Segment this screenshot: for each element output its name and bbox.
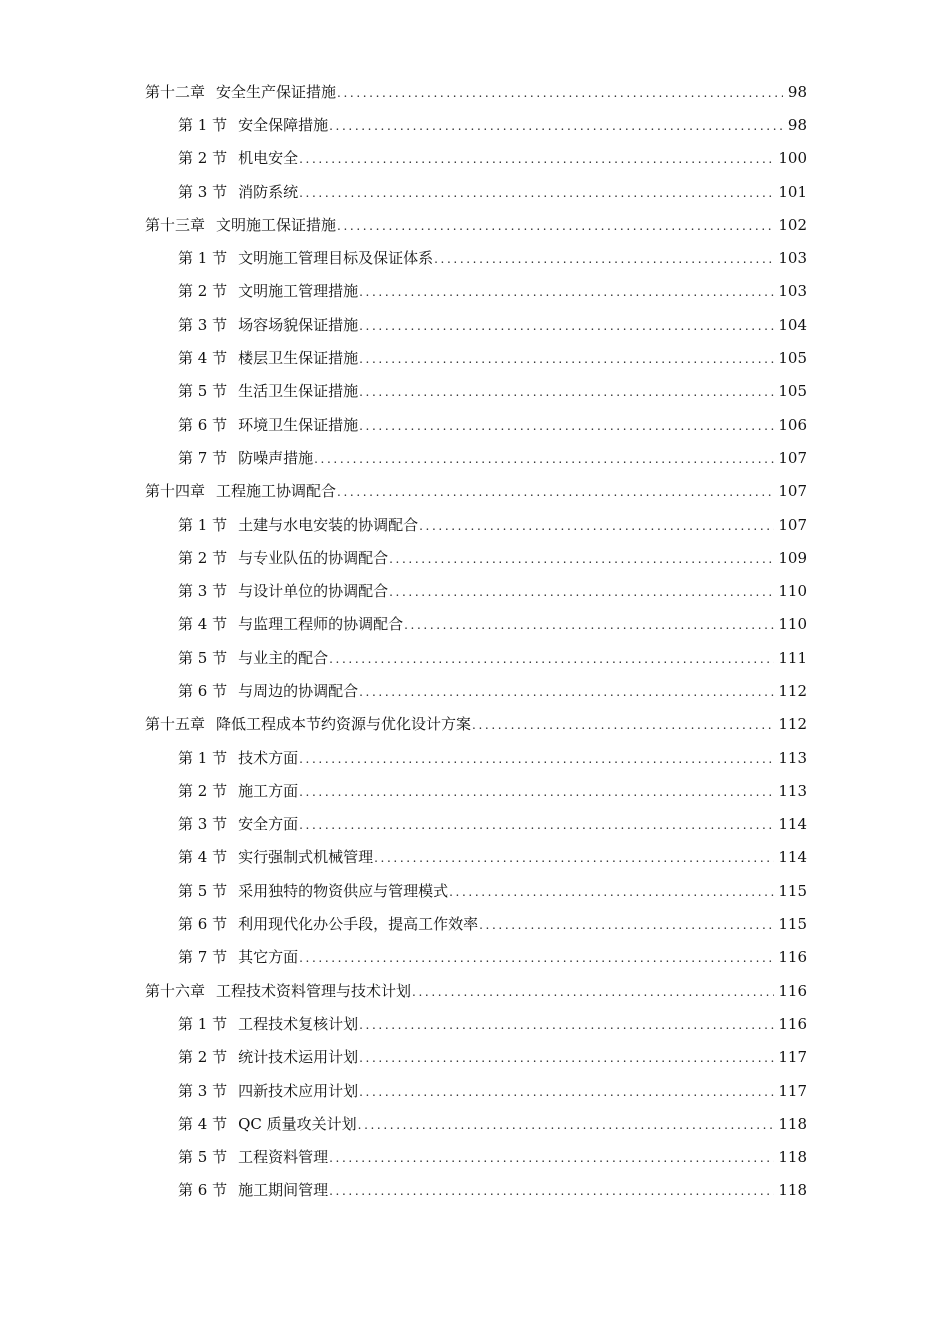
toc-entry-label <box>145 981 411 1001</box>
toc-entry-title: 生活卫生保证措施 <box>238 382 359 401</box>
toc-entry-number: 第 7 节 <box>178 448 228 467</box>
dot-leader <box>337 215 774 235</box>
toc-entry-number: 第十三章 <box>145 215 206 234</box>
toc-page-number: 102 <box>778 215 807 234</box>
toc-chapter-entry[interactable] <box>0 708 950 741</box>
toc-entry-title: 土建与水电安装的协调配合 <box>238 515 419 534</box>
toc-section-entry[interactable] <box>0 874 950 907</box>
toc-entry-number: 第 1 节 <box>178 115 228 134</box>
toc-entry-label <box>178 1014 358 1034</box>
toc-section-entry[interactable] <box>0 142 950 175</box>
toc-entry-label <box>178 1180 328 1200</box>
toc-page-number: 107 <box>778 448 807 467</box>
dot-leader <box>358 1114 775 1134</box>
toc-entry-label <box>145 714 471 734</box>
toc-entry-title: 与专业队伍的协调配合 <box>238 548 389 567</box>
toc-page-number: 100 <box>778 149 807 168</box>
toc-page-number: 115 <box>778 881 807 900</box>
toc-entry-label <box>178 648 328 668</box>
toc-entry-title: 统计技术运用计划 <box>238 1048 359 1067</box>
toc-entry-title: 楼层卫生保证措施 <box>238 349 359 368</box>
toc-entry-title: 与监理工程师的协调配合 <box>238 615 404 634</box>
toc-entry-title: 机电安全 <box>238 149 299 168</box>
toc-page-number: 98 <box>787 115 807 134</box>
dot-leader <box>404 614 774 634</box>
toc-section-entry[interactable] <box>0 241 950 274</box>
toc-entry-title: 文明施工保证措施 <box>216 215 337 234</box>
toc-entry-label <box>178 1047 358 1067</box>
toc-page-number: 101 <box>778 182 807 201</box>
toc-entry-label <box>178 681 358 701</box>
toc-entry-label <box>178 847 373 867</box>
toc-entry-title: 施工期间管理 <box>238 1181 329 1200</box>
toc-entry-number: 第 6 节 <box>178 1181 228 1200</box>
toc-entry-number: 第 4 节 <box>178 349 228 368</box>
toc-section-entry[interactable] <box>0 508 950 541</box>
toc-page-number: 110 <box>778 615 807 634</box>
toc-section-entry[interactable] <box>0 1074 950 1107</box>
toc-page-number: 107 <box>778 482 807 501</box>
toc-section-entry[interactable] <box>0 541 950 574</box>
toc-entry-number: 第 1 节 <box>178 515 228 534</box>
toc-entry-number: 第 5 节 <box>178 881 228 900</box>
dot-leader <box>479 914 774 934</box>
dot-leader <box>337 481 774 501</box>
dot-leader <box>359 315 774 335</box>
dot-leader <box>359 415 774 435</box>
toc-entry-title: 与周边的协调配合 <box>238 681 359 700</box>
toc-page-number: 103 <box>778 282 807 301</box>
toc-entry-number: 第 2 节 <box>178 1048 228 1067</box>
toc-entry-title: 防噪声措施 <box>238 448 314 467</box>
toc-entry-number: 第 5 节 <box>178 382 228 401</box>
toc-section-entry[interactable] <box>0 375 950 408</box>
toc-entry-title: 采用独特的物资供应与管理模式 <box>238 881 449 900</box>
toc-entry-number: 第 6 节 <box>178 681 228 700</box>
toc-page-number: 105 <box>778 349 807 368</box>
toc-section-entry[interactable] <box>0 175 950 208</box>
toc-entry-label <box>178 614 403 634</box>
toc-section-entry[interactable] <box>0 1041 950 1074</box>
toc-entry-number: 第 2 节 <box>178 781 228 800</box>
toc-section-entry[interactable] <box>0 808 950 841</box>
toc-page-number: 115 <box>778 915 807 934</box>
toc-entry-title: 技术方面 <box>238 748 299 767</box>
toc-entry-title: 消防系统 <box>238 182 299 201</box>
toc-entry-number: 第 7 节 <box>178 948 228 967</box>
toc-entry-title: 安全生产保证措施 <box>216 82 337 101</box>
toc-entry-title: 施工方面 <box>238 781 299 800</box>
toc-page-number: 118 <box>778 1114 807 1133</box>
toc-entry-number: 第 4 节 <box>178 1114 228 1133</box>
dot-leader <box>389 581 774 601</box>
toc-entry-title: 实行强制式机械管理 <box>238 848 374 867</box>
toc-section-entry[interactable] <box>0 441 950 474</box>
toc-section-entry[interactable] <box>0 1174 950 1207</box>
toc-entry-title: QC 质量攻关计划 <box>238 1114 357 1133</box>
toc-entry-number: 第 2 节 <box>178 548 228 567</box>
toc-entry-title: 工程技术资料管理与技术计划 <box>216 981 412 1000</box>
toc-section-entry[interactable] <box>0 674 950 707</box>
toc-section-entry[interactable] <box>0 408 950 441</box>
toc-entry-number: 第 6 节 <box>178 415 228 434</box>
toc-section-entry[interactable] <box>0 574 950 607</box>
toc-page-number: 105 <box>778 382 807 401</box>
toc-page-number: 111 <box>778 648 807 667</box>
dot-leader <box>329 1147 774 1167</box>
dot-leader <box>389 548 774 568</box>
dot-leader <box>359 1047 774 1067</box>
toc-page-number: 112 <box>778 681 807 700</box>
toc-entry-number: 第 1 节 <box>178 1014 228 1033</box>
toc-entry-label <box>178 248 433 268</box>
toc-page-number: 110 <box>778 582 807 601</box>
dot-leader <box>299 182 774 202</box>
toc-entry-title: 工程技术复核计划 <box>238 1014 359 1033</box>
toc-entry-title: 工程施工协调配合 <box>216 482 337 501</box>
toc-entry-label <box>178 1147 328 1167</box>
toc-entry-number: 第 6 节 <box>178 915 228 934</box>
dot-leader <box>299 781 774 801</box>
toc-section-entry[interactable] <box>0 341 950 374</box>
toc-entry-number: 第 3 节 <box>178 815 228 834</box>
dot-leader <box>299 947 774 967</box>
toc-entry-label <box>178 748 298 768</box>
toc-page-number: 107 <box>778 515 807 534</box>
toc-entry-number: 第 3 节 <box>178 182 228 201</box>
toc-section-entry[interactable] <box>0 1141 950 1174</box>
toc-entry-title: 工程资料管理 <box>238 1148 329 1167</box>
toc-entry-title: 降低工程成本节约资源与优化设计方案 <box>216 715 472 734</box>
toc-chapter-entry[interactable] <box>0 974 950 1007</box>
dot-leader <box>374 847 774 867</box>
dot-leader <box>314 448 774 468</box>
toc-entry-label <box>178 448 313 468</box>
toc-section-entry[interactable] <box>0 608 950 641</box>
toc-entry-label <box>178 781 298 801</box>
toc-entry-title: 环境卫生保证措施 <box>238 415 359 434</box>
dot-leader <box>359 1014 774 1034</box>
toc-page-number: 117 <box>778 1081 807 1100</box>
toc-entry-title: 四新技术应用计划 <box>238 1081 359 1100</box>
toc-page-number: 116 <box>778 948 807 967</box>
toc-entry-number: 第 2 节 <box>178 282 228 301</box>
toc-entry-label <box>178 814 298 834</box>
toc-entry-title: 安全方面 <box>238 815 299 834</box>
dot-leader <box>359 381 774 401</box>
toc-entry-number: 第 4 节 <box>178 615 228 634</box>
toc-section-entry[interactable] <box>0 841 950 874</box>
toc-entry-label <box>178 947 298 967</box>
toc-section-entry[interactable] <box>0 308 950 341</box>
toc-entry-label <box>178 1114 357 1134</box>
toc-page-number: 106 <box>778 415 807 434</box>
toc-entry-title: 文明施工管理目标及保证体系 <box>238 249 434 268</box>
toc-entry-number: 第 1 节 <box>178 249 228 268</box>
dot-leader <box>449 881 774 901</box>
table-of-contents <box>0 75 950 1207</box>
toc-entry-number: 第 5 节 <box>178 648 228 667</box>
dot-leader <box>299 814 774 834</box>
dot-leader <box>359 281 774 301</box>
toc-entry-label <box>178 581 388 601</box>
toc-section-entry[interactable] <box>0 941 950 974</box>
toc-entry-title: 文明施工管理措施 <box>238 282 359 301</box>
toc-entry-number: 第 5 节 <box>178 1148 228 1167</box>
toc-page-number: 118 <box>778 1181 807 1200</box>
toc-entry-label <box>178 148 298 168</box>
toc-section-entry[interactable] <box>0 907 950 940</box>
toc-chapter-entry[interactable] <box>0 475 950 508</box>
toc-section-entry[interactable] <box>0 1107 950 1140</box>
toc-page-number: 116 <box>778 1014 807 1033</box>
toc-section-entry[interactable] <box>0 741 950 774</box>
toc-section-entry[interactable] <box>0 275 950 308</box>
toc-page-number: 117 <box>778 1048 807 1067</box>
toc-entry-label <box>178 348 358 368</box>
toc-entry-number: 第十六章 <box>145 981 206 1000</box>
toc-entry-label <box>178 415 358 435</box>
toc-entry-label <box>178 381 358 401</box>
toc-entry-number: 第十五章 <box>145 715 206 734</box>
toc-section-entry[interactable] <box>0 641 950 674</box>
dot-leader <box>419 515 774 535</box>
toc-entry-label <box>178 182 298 202</box>
toc-entry-title: 其它方面 <box>238 948 299 967</box>
toc-page-number: 118 <box>778 1148 807 1167</box>
toc-entry-title: 与设计单位的协调配合 <box>238 582 389 601</box>
dot-leader <box>329 648 774 668</box>
toc-entry-number: 第 3 节 <box>178 315 228 334</box>
toc-page-number: 113 <box>778 781 807 800</box>
toc-page-number: 103 <box>778 249 807 268</box>
toc-chapter-entry[interactable] <box>0 75 950 108</box>
toc-entry-title: 利用现代化办公手段，提高工作效率 <box>238 915 479 934</box>
dot-leader <box>359 1081 774 1101</box>
toc-entry-label <box>178 548 388 568</box>
dot-leader <box>412 981 774 1001</box>
toc-entry-number: 第十四章 <box>145 482 206 501</box>
toc-entry-label <box>178 1081 358 1101</box>
toc-entry-label <box>178 515 418 535</box>
dot-leader <box>337 82 783 102</box>
toc-entry-label <box>145 481 336 501</box>
toc-section-entry[interactable] <box>0 1007 950 1040</box>
toc-page-number: 112 <box>778 715 807 734</box>
toc-page-number: 114 <box>778 815 807 834</box>
toc-entry-title: 安全保障措施 <box>238 115 329 134</box>
toc-entry-label <box>178 315 358 335</box>
toc-chapter-entry[interactable] <box>0 208 950 241</box>
toc-entry-title: 场容场貌保证措施 <box>238 315 359 334</box>
dot-leader <box>359 348 774 368</box>
toc-entry-label <box>178 281 358 301</box>
dot-leader <box>434 248 774 268</box>
toc-page-number: 104 <box>778 315 807 334</box>
dot-leader <box>299 148 774 168</box>
dot-leader <box>329 1180 774 1200</box>
toc-entry-label <box>145 215 336 235</box>
toc-entry-label <box>145 82 336 102</box>
toc-page-number: 109 <box>778 548 807 567</box>
toc-page-number: 116 <box>778 981 807 1000</box>
toc-page-number: 113 <box>778 748 807 767</box>
toc-section-entry[interactable] <box>0 108 950 141</box>
dot-leader <box>472 714 774 734</box>
toc-entry-number: 第 3 节 <box>178 582 228 601</box>
toc-entry-label <box>178 115 328 135</box>
toc-section-entry[interactable] <box>0 774 950 807</box>
toc-entry-number: 第 2 节 <box>178 149 228 168</box>
dot-leader <box>359 681 774 701</box>
toc-entry-number: 第十二章 <box>145 82 206 101</box>
dot-leader <box>299 748 774 768</box>
toc-entry-number: 第 1 节 <box>178 748 228 767</box>
toc-page-number: 114 <box>778 848 807 867</box>
toc-entry-title: 与业主的配合 <box>238 648 329 667</box>
dot-leader <box>329 115 783 135</box>
toc-entry-number: 第 4 节 <box>178 848 228 867</box>
toc-entry-label <box>178 881 448 901</box>
toc-entry-number: 第 3 节 <box>178 1081 228 1100</box>
toc-entry-label <box>178 914 478 934</box>
toc-page-number: 98 <box>787 82 807 101</box>
